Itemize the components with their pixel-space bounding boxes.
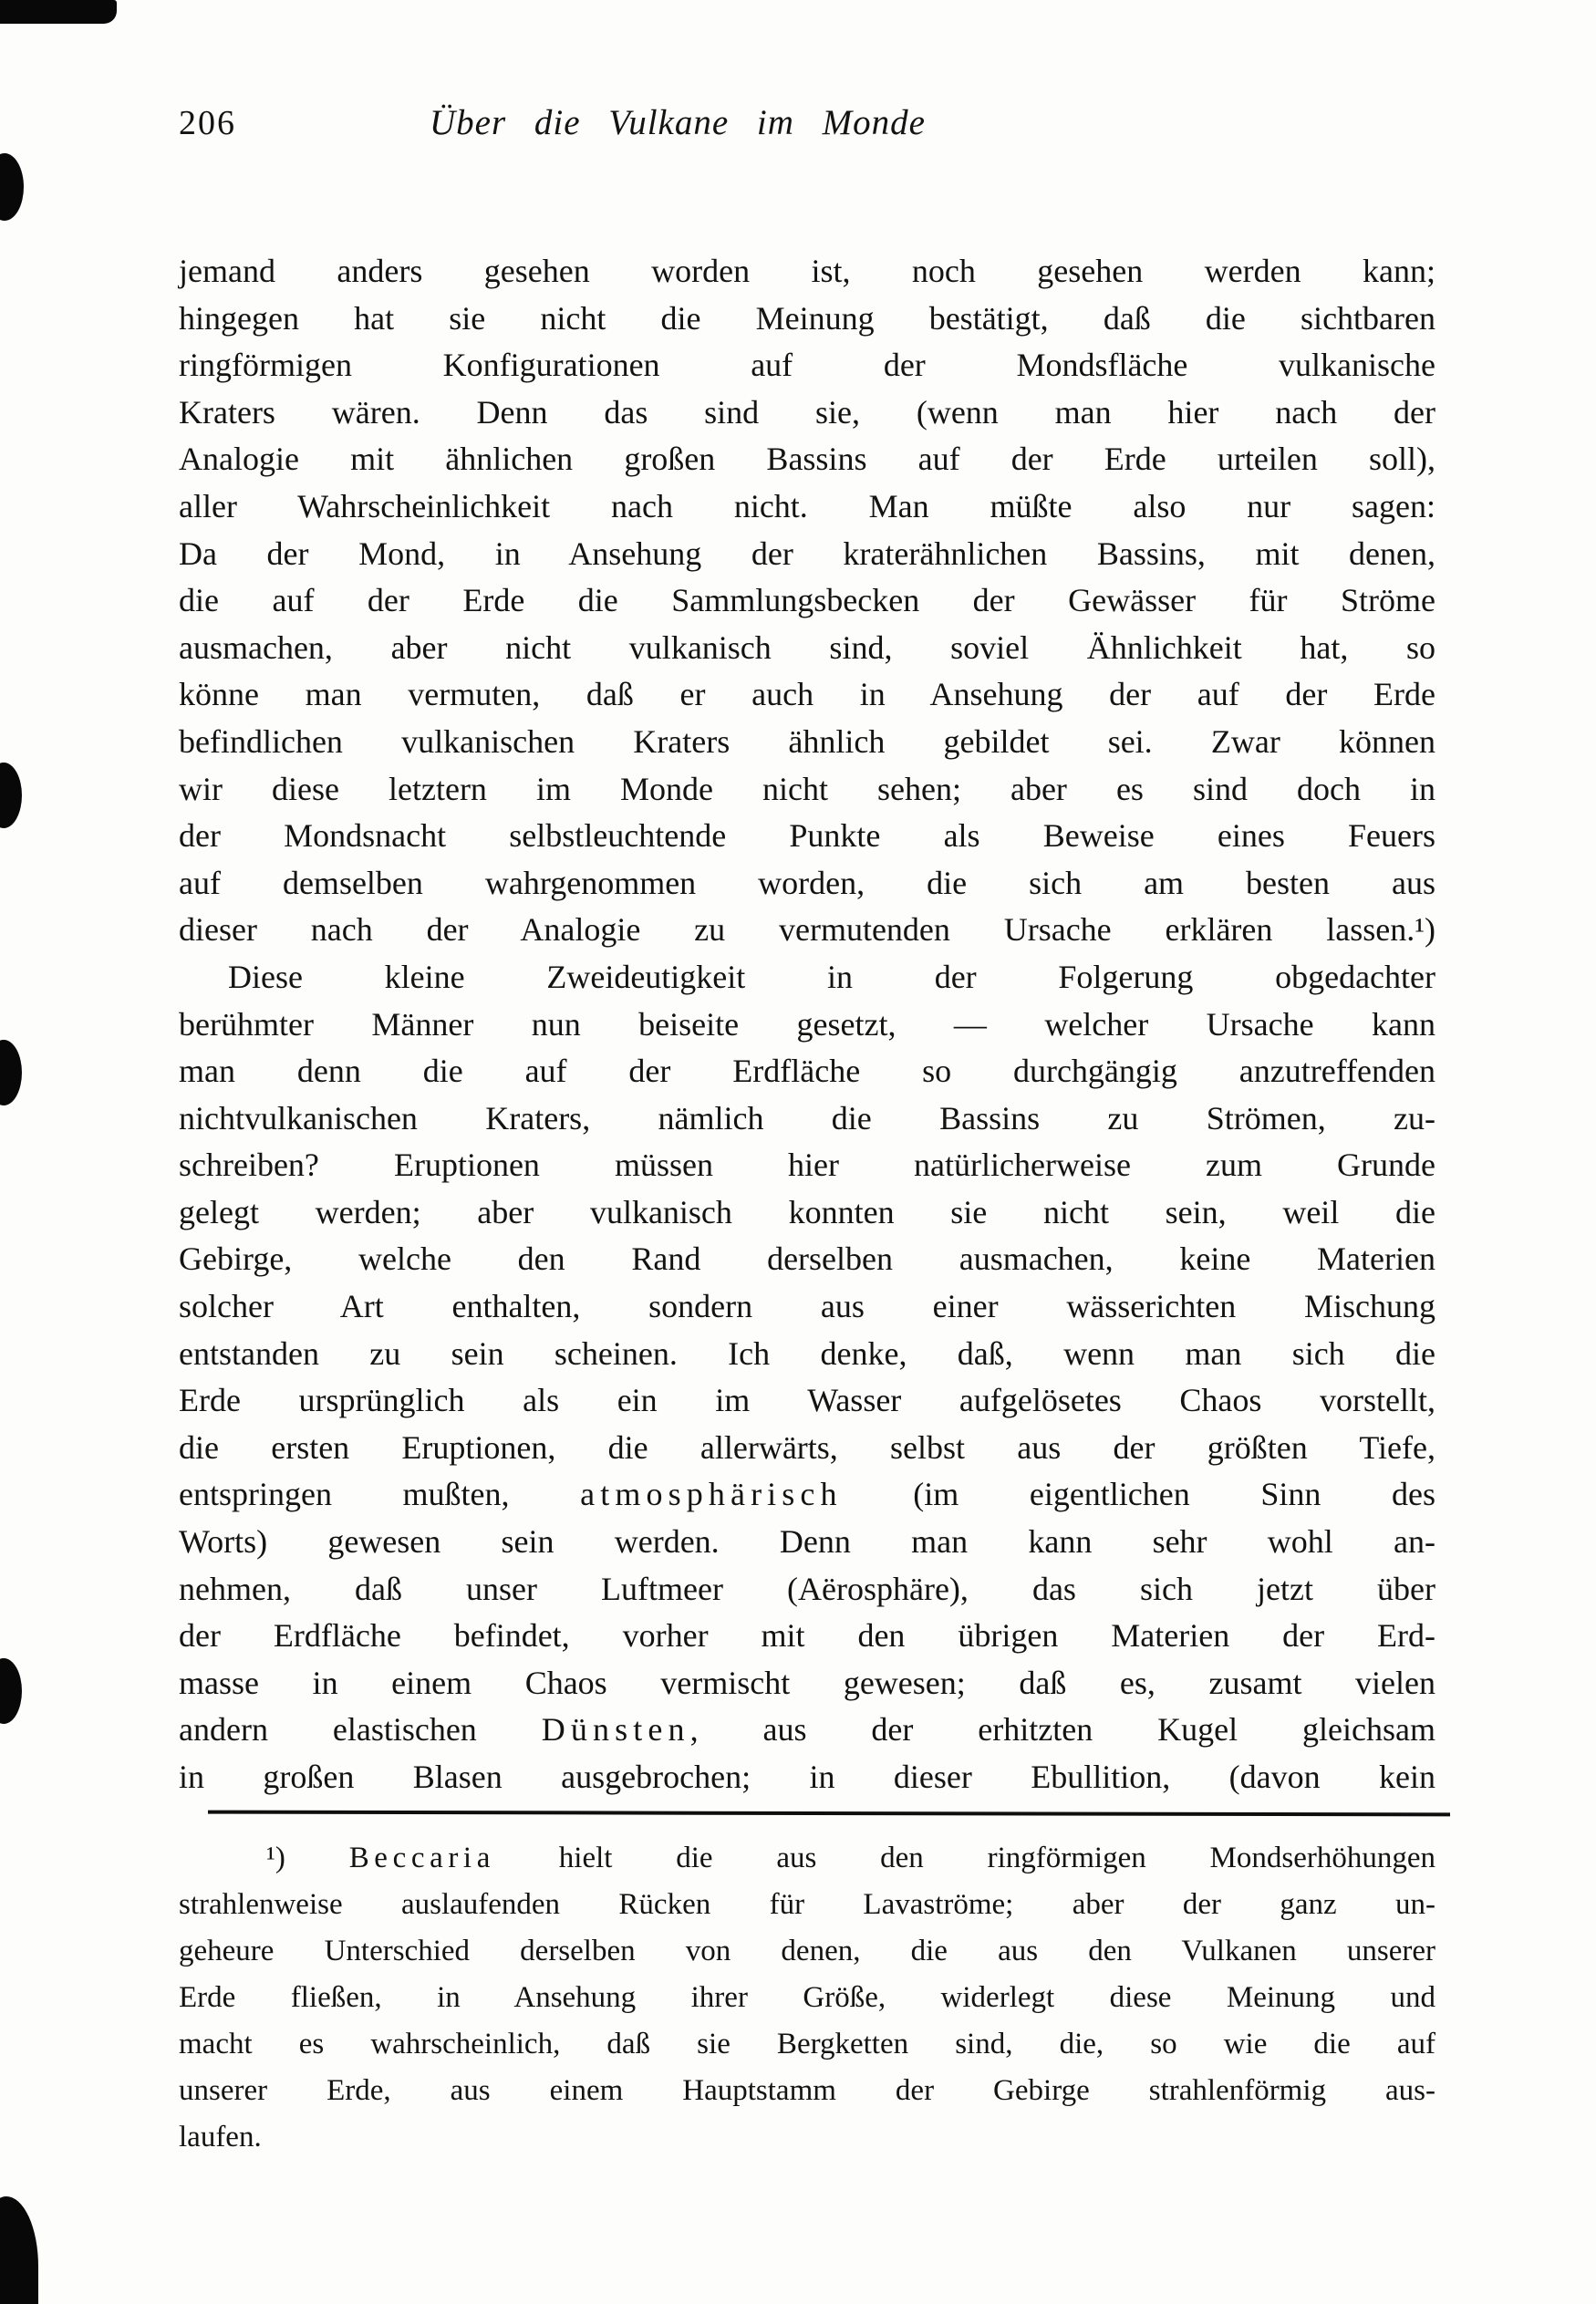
page-header [179, 102, 1435, 143]
text-line: könne man vermuten, daß er auch in Ansehung der auf der Erde [179, 676, 1435, 713]
scan-artifact [0, 0, 117, 24]
text-line: strahlenweise auslaufenden Rücken für Lavaströme; aber der ganz un- [179, 1888, 1435, 1921]
text-line: laufen. [179, 2121, 262, 2154]
body-text [179, 248, 1435, 1801]
text-line: solcher Art enthalten, sondern aus einer wässerichten Mischung [179, 1288, 1435, 1325]
text-line: auf demselben wahrgenommen worden, die sich am besten aus [179, 864, 1435, 901]
text-line: unserer Erde, aus einem Hauptstamm der Gebirge strahlenförmig aus- [179, 2074, 1435, 2107]
text-line: Worts) gewesen sein werden. Denn man kann sehr wohl an- [179, 1523, 1435, 1561]
text-line: geheure Unterschied derselben von denen, die aus den Vulkanen unserer [179, 1935, 1435, 1967]
scan-artifact [0, 1040, 22, 1105]
letterspaced-emphasis: Dünsten [541, 1711, 690, 1749]
text-line: der Mondsnacht selbstleuchtende Punkte als Beweise eines Feuers [179, 817, 1435, 855]
text-line: Gebirge, welche den Rand derselben ausmachen, keine Materien [179, 1240, 1435, 1278]
text-line: wir diese letztern im Monde nicht sehen; aber es sind doch in [179, 770, 1435, 807]
text-line: hingegen hat sie nicht die Meinung bestätigt, daß die sichtbaren [179, 299, 1435, 337]
text-line: gelegt werden; aber vulkanisch konnten sie nicht sein, weil die [179, 1193, 1435, 1230]
text-line: befindlichen vulkanischen Kraters ähnlich gebildet sei. Zwar können [179, 722, 1435, 760]
text-line: schreiben? Eruptionen müssen hier natürlicherweise zum Grunde [179, 1147, 1435, 1184]
text-line: jemand anders gesehen worden ist, noch gesehen werden kann; [179, 253, 1435, 289]
page-number: 206 [179, 104, 236, 142]
text-line: Erde fließen, in Ansehung ihrer Größe, widerlegt diese Meinung und [179, 1981, 1435, 2014]
text-line: Erde ursprünglich als ein im Wasser aufgelösetes Chaos vorstellt, [179, 1382, 1435, 1419]
text-line: masse in einem Chaos vermischt gewesen; daß es, zusamt vielen [179, 1664, 1435, 1701]
footnote-separator [208, 1811, 1450, 1817]
text-line: ausmachen, aber nicht vulkanisch sind, soviel Ähnlichkeit hat, so [179, 628, 1435, 666]
text-line: macht es wahrscheinlich, daß sie Bergketten sind, die, so wie die auf [179, 2028, 1435, 2060]
letterspaced-emphasis: Beccaria [348, 1842, 495, 1874]
text-line: Kraters wären. Denn das sind sie, (wenn man hier nach der [179, 393, 1435, 431]
text-line: aller Wahrscheinlichkeit nach nicht. Man müßte also nur sagen: [179, 487, 1435, 524]
text-line: entspringen mußten, atmosphärisch (im eigentlichen Sinn des [179, 1476, 1435, 1513]
text-line: andern elastischen Dünsten, aus der erhitzten Kugel gleichsam [179, 1711, 1435, 1749]
text-line: nichtvulkanischen Kraters, nämlich die Bassins zu Strömen, zu- [179, 1099, 1435, 1136]
text-line: ¹) Beccaria hielt die aus den ringförmigen Mondserhöhungen [266, 1842, 1435, 1874]
letterspaced-emphasis: atmosphärisch [580, 1476, 843, 1513]
footnote [179, 1835, 1435, 2161]
text-line: Analogie mit ähnlichen großen Bassins auf der Erde urteilen soll), [179, 441, 1435, 478]
text-line: Da der Mond, in Ansehung der kraterähnlichen Bassins, mit denen, [179, 534, 1435, 572]
text-line: man denn die auf der Erdfläche so durchgängig anzutreffenden [179, 1053, 1435, 1090]
text-line: berühmter Männer nun beiseite gesetzt, — welcher Ursache kann [179, 1005, 1435, 1043]
text-line: dieser nach der Analogie zu vermutenden Ursache erklären lassen.¹) [179, 911, 1435, 949]
text-line: Diese kleine Zweideutigkeit in der Folgerung obgedachter [228, 958, 1435, 995]
text-line: nehmen, daß unser Luftmeer (Aërosphäre), das sich jetzt über [179, 1570, 1435, 1607]
text-line: die auf der Erde die Sammlungsbecken der Gewässer für Ströme [179, 582, 1435, 619]
scan-artifact [0, 153, 24, 221]
text-line: der Erdfläche befindet, vorher mit den übrigen Materien der Erd- [179, 1617, 1435, 1655]
text-line: ringförmigen Konfigurationen auf der Mondsfläche vulkanische [179, 347, 1435, 384]
scan-artifact [0, 1658, 22, 1724]
scan-artifact [0, 763, 22, 828]
text-line: die ersten Eruptionen, die allerwärts, selbst aus der größten Tiefe, [179, 1428, 1435, 1466]
text-line: entstanden zu sein scheinen. Ich denke, daß, wenn man sich die [179, 1334, 1435, 1372]
running-title: Über die Vulkane im Monde [430, 103, 926, 142]
text-line: in großen Blasen ausgebrochen; in dieser Ebullition, (davon kein [179, 1759, 1435, 1795]
scan-artifact [0, 2196, 38, 2304]
